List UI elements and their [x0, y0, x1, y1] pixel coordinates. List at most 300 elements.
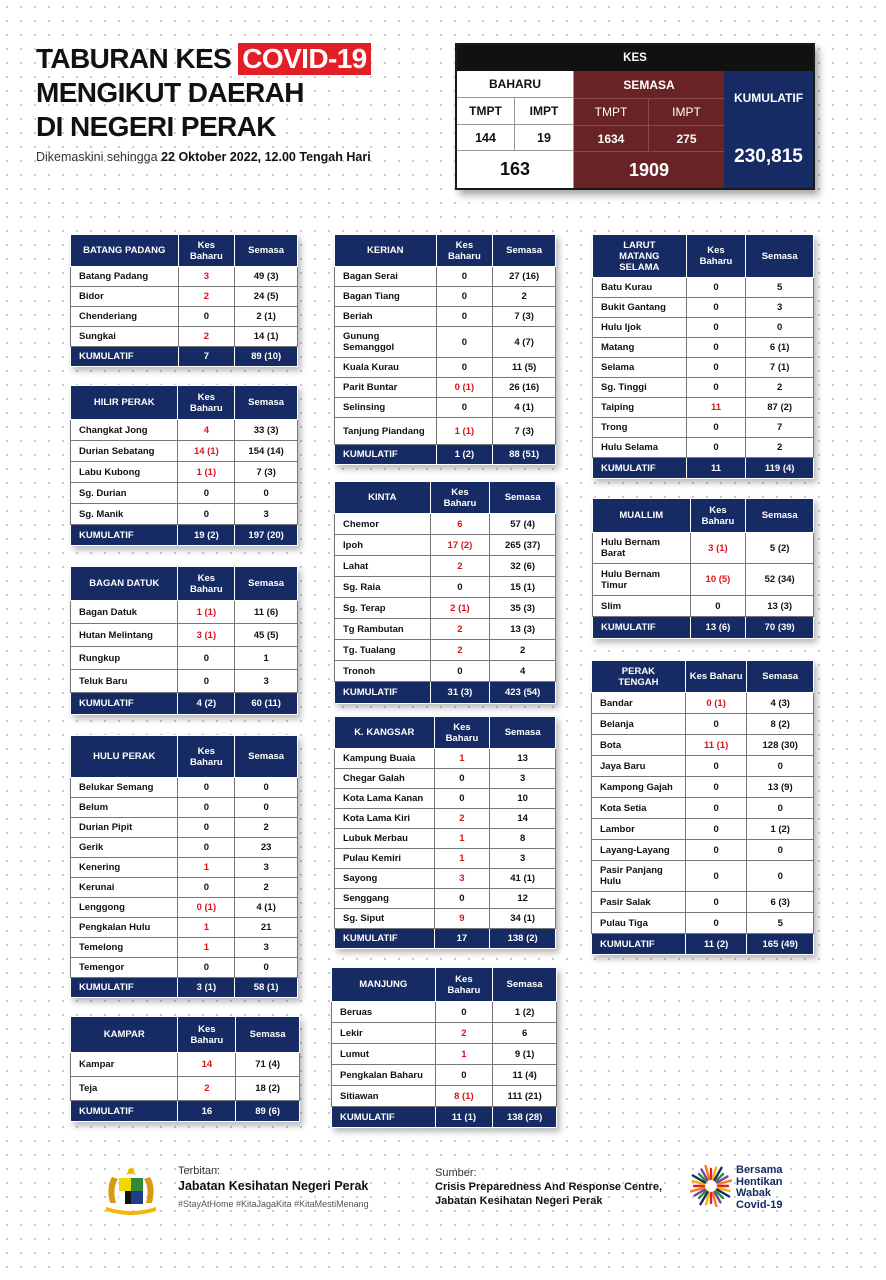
summary-semasa-impt-label: IMPT — [649, 98, 724, 125]
kes-baharu-value: 0 — [178, 958, 235, 978]
semasa-value: 265 (37) — [490, 535, 556, 556]
kes-baharu-value: 0 — [686, 378, 746, 398]
area-name: Hulu Bernam Timur — [593, 564, 691, 596]
semasa-value: 4 (1) — [493, 398, 556, 418]
source-line2: Jabatan Kesihatan Negeri Perak — [435, 1195, 603, 1207]
kumulatif-baharu: 13 (6) — [690, 617, 746, 639]
summary-kes-header: KES — [457, 45, 813, 71]
area-name: Belanja — [592, 714, 686, 735]
kumulatif-row — [335, 682, 556, 704]
area-name: Gunung Semanggol — [335, 327, 437, 358]
semasa-value: 0 — [747, 861, 814, 892]
table-row — [335, 749, 556, 769]
area-name: Beriah — [335, 307, 437, 327]
table-row — [71, 778, 298, 798]
kes-baharu-value: 2 — [430, 640, 490, 661]
semasa-value: 0 — [235, 778, 298, 798]
title-covid-highlight: COVID-19 — [238, 43, 370, 75]
semasa-value: 2 — [235, 818, 298, 838]
kes-baharu-value: 0 — [686, 318, 746, 338]
area-name: Temengor — [71, 958, 178, 978]
semasa-value: 3 — [490, 769, 556, 789]
area-name: Layang-Layang — [592, 840, 686, 861]
kes-baharu-value: 0 — [686, 298, 746, 318]
kumulatif-row — [593, 617, 814, 639]
kumulatif-label: KUMULATIF — [71, 525, 178, 546]
semasa-value: 1 — [235, 647, 298, 670]
kes-baharu-value: 0 — [178, 483, 235, 504]
summary-semasa-header: SEMASA — [574, 71, 724, 98]
table-row — [71, 267, 298, 287]
area-name: Sayong — [335, 869, 435, 889]
semasa-value: 3 — [235, 938, 298, 958]
summary-box — [455, 43, 815, 190]
col-semasa: Semasa — [235, 567, 298, 601]
area-name: Sitiawan — [332, 1086, 436, 1107]
kes-baharu-value: 0 — [178, 878, 235, 898]
district-name: KERIAN — [335, 235, 437, 267]
kumulatif-row — [71, 1101, 300, 1122]
area-name: Lenggong — [71, 898, 178, 918]
table-row — [71, 601, 298, 624]
kes-baharu-value: 1 — [434, 749, 490, 769]
kumulatif-row — [71, 978, 298, 998]
area-name: Ipoh — [335, 535, 431, 556]
district-table-manjung — [331, 967, 557, 1128]
semasa-value: 7 (1) — [746, 358, 814, 378]
table-row — [71, 958, 298, 978]
kes-baharu-value: 0 (1) — [178, 898, 235, 918]
summary-baharu-tmpt-label: TMPT — [457, 98, 515, 125]
area-name: Teluk Baru — [71, 670, 178, 693]
campaign-line1: Bersama — [736, 1164, 783, 1176]
kes-baharu-value: 6 — [430, 514, 490, 535]
area-name: Hulu Selama — [593, 438, 687, 458]
kes-baharu-value: 0 — [178, 670, 235, 693]
semasa-value: 0 — [235, 798, 298, 818]
kumulatif-row — [71, 347, 298, 367]
area-name: Hutan Melintang — [71, 624, 178, 647]
area-name: Jaya Baru — [592, 756, 686, 777]
table-row — [592, 913, 814, 934]
area-name: Tg. Tualang — [335, 640, 431, 661]
semasa-value: 11 (5) — [493, 358, 556, 378]
table-row — [335, 307, 556, 327]
kes-baharu-value: 0 — [178, 818, 235, 838]
semasa-value: 0 — [235, 958, 298, 978]
kes-baharu-value: 1 (1) — [178, 601, 235, 624]
table-row — [71, 798, 298, 818]
table-row — [335, 598, 556, 619]
col-semasa: Semasa — [493, 235, 556, 267]
area-name: Sg. Siput — [335, 909, 435, 929]
district-name: K. KANGSAR — [335, 717, 435, 749]
col-kes-baharu: Kes Baharu — [435, 968, 493, 1002]
kumulatif-row — [335, 929, 556, 949]
col-kes-baharu: Kes Baharu — [178, 736, 235, 778]
table-row — [71, 858, 298, 878]
area-name: Kampong Gajah — [592, 777, 686, 798]
district-table-perak-tengah — [591, 660, 814, 955]
kes-baharu-value: 2 — [430, 619, 490, 640]
col-kes-baharu: Kes Baharu — [178, 567, 235, 601]
district-table-batang-padang — [70, 234, 298, 367]
summary-baharu-impt-label: IMPT — [515, 98, 574, 125]
table-row — [335, 535, 556, 556]
table-row — [71, 504, 298, 525]
semasa-value: 14 (1) — [235, 327, 298, 347]
semasa-value: 6 — [493, 1023, 557, 1044]
kumulatif-semasa: 165 (49) — [747, 934, 814, 955]
publisher-block — [178, 1165, 369, 1209]
semasa-value: 0 — [747, 840, 814, 861]
area-name: Bagan Datuk — [71, 601, 178, 624]
col-kes-baharu: Kes Baharu — [686, 235, 746, 278]
kumulatif-semasa: 58 (1) — [235, 978, 298, 998]
table-row — [335, 769, 556, 789]
kes-baharu-value: 0 — [436, 267, 493, 287]
semasa-value: 52 (34) — [746, 564, 814, 596]
kes-baharu-value: 0 — [685, 756, 747, 777]
kes-baharu-value: 2 — [435, 1023, 493, 1044]
kumulatif-semasa: 197 (20) — [235, 525, 298, 546]
table-row — [71, 441, 298, 462]
table-row — [593, 533, 814, 564]
kes-baharu-value: 0 — [686, 438, 746, 458]
col-kes-baharu: Kes Baharu — [685, 661, 747, 693]
kes-baharu-value: 0 — [685, 798, 747, 819]
summary-semasa-total: 1909 — [574, 151, 724, 188]
district-name: HULU PERAK — [71, 736, 178, 778]
kes-baharu-value: 0 — [685, 861, 747, 892]
semasa-value: 7 (3) — [493, 418, 556, 445]
district-name: KAMPAR — [71, 1017, 178, 1053]
area-name: Temelong — [71, 938, 178, 958]
kumulatif-baharu: 11 — [686, 458, 746, 479]
semasa-value: 4 (3) — [747, 693, 814, 714]
semasa-value: 41 (1) — [490, 869, 556, 889]
col-semasa: Semasa — [746, 499, 814, 533]
kes-baharu-value: 0 — [686, 278, 746, 298]
semasa-value: 3 — [235, 504, 298, 525]
area-name: Lambor — [592, 819, 686, 840]
kumulatif-baharu: 7 — [178, 347, 235, 367]
source-line1: Crisis Preparedness And Response Centre, — [435, 1181, 663, 1193]
kes-baharu-value: 0 — [685, 913, 747, 934]
table-row — [71, 647, 298, 670]
area-name: Sg. Tinggi — [593, 378, 687, 398]
area-name: Durian Pipit — [71, 818, 178, 838]
kes-baharu-value: 0 — [178, 307, 235, 327]
source-block — [435, 1167, 662, 1207]
title-part1: TABURAN KES — [36, 43, 232, 74]
table-row — [592, 819, 814, 840]
semasa-value: 4 (1) — [235, 898, 298, 918]
area-name: Kota Setia — [592, 798, 686, 819]
district-table-bagan-datuk — [70, 566, 298, 715]
semasa-value: 3 — [235, 670, 298, 693]
kes-baharu-value: 10 (5) — [690, 564, 746, 596]
table-row — [593, 278, 814, 298]
semasa-value: 45 (5) — [235, 624, 298, 647]
kes-baharu-value: 0 — [430, 577, 490, 598]
area-name: Senggang — [335, 889, 435, 909]
table-row — [335, 287, 556, 307]
kes-baharu-value: 0 — [690, 596, 746, 617]
kes-baharu-value: 1 — [434, 849, 490, 869]
area-name: Sungkai — [71, 327, 179, 347]
area-name: Belum — [71, 798, 178, 818]
kumulatif-baharu: 11 (2) — [685, 934, 747, 955]
area-name: Kerunai — [71, 878, 178, 898]
area-name: Chenderiang — [71, 307, 179, 327]
kes-baharu-value: 0 — [178, 647, 235, 670]
summary-baharu-header: BAHARU — [457, 71, 574, 98]
kes-baharu-value: 0 — [685, 819, 747, 840]
col-semasa: Semasa — [236, 1017, 300, 1053]
table-row — [592, 777, 814, 798]
kes-baharu-value: 0 — [434, 789, 490, 809]
semasa-value: 2 — [490, 640, 556, 661]
kes-baharu-value: 0 — [685, 714, 747, 735]
semasa-value: 7 — [746, 418, 814, 438]
kes-baharu-value: 0 — [685, 840, 747, 861]
semasa-value: 2 — [746, 438, 814, 458]
publisher-name: Jabatan Kesihatan Negeri Perak — [178, 1179, 369, 1193]
area-name: Pengkalan Hulu — [71, 918, 178, 938]
kumulatif-baharu: 11 (1) — [435, 1107, 493, 1128]
table-row — [71, 307, 298, 327]
area-name: Batang Padang — [71, 267, 179, 287]
district-table-kinta — [334, 481, 556, 704]
semasa-value: 12 — [490, 889, 556, 909]
col-kes-baharu: Kes Baharu — [178, 1017, 236, 1053]
semasa-value: 4 (7) — [493, 327, 556, 358]
table-row — [593, 438, 814, 458]
kes-baharu-value: 2 — [178, 327, 235, 347]
col-semasa: Semasa — [235, 235, 298, 267]
table-row — [592, 861, 814, 892]
semasa-value: 7 (3) — [493, 307, 556, 327]
updated-date: 22 Oktober 2022, 12.00 Tengah Hari — [161, 150, 371, 164]
area-name: Lekir — [332, 1023, 436, 1044]
kes-baharu-value: 3 (1) — [178, 624, 235, 647]
kumulatif-row — [593, 458, 814, 479]
kes-baharu-value: 0 — [436, 327, 493, 358]
table-row — [71, 898, 298, 918]
area-name: Gerik — [71, 838, 178, 858]
semasa-value: 10 — [490, 789, 556, 809]
kumulatif-semasa: 423 (54) — [490, 682, 556, 704]
footer — [0, 1155, 886, 1225]
table-row — [71, 1077, 300, 1101]
kes-baharu-value: 0 — [685, 892, 747, 913]
kumulatif-baharu: 1 (2) — [436, 445, 493, 465]
table-row — [335, 577, 556, 598]
semasa-value: 87 (2) — [746, 398, 814, 418]
table-row — [335, 619, 556, 640]
updated-prefix: Dikemaskini sehingga — [36, 150, 158, 164]
kes-baharu-value: 1 — [435, 1044, 493, 1065]
summary-baharu-tmpt-value: 144 — [457, 125, 515, 151]
page-title — [36, 42, 436, 76]
table-row — [335, 398, 556, 418]
semasa-value: 33 (3) — [235, 420, 298, 441]
semasa-value: 71 (4) — [236, 1053, 300, 1077]
area-name: Pulau Kemiri — [335, 849, 435, 869]
district-table-kampar — [70, 1016, 300, 1122]
kes-baharu-value: 0 — [436, 398, 493, 418]
kes-baharu-value: 0 — [434, 769, 490, 789]
district-table-hilir-perak — [70, 385, 298, 546]
table-row — [335, 661, 556, 682]
area-name: Sg. Durian — [71, 483, 178, 504]
table-row — [592, 756, 814, 777]
campaign-burst-icon — [690, 1165, 732, 1207]
area-name: Chemor — [335, 514, 431, 535]
campaign-line3: Wabak — [736, 1187, 772, 1199]
kes-baharu-value: 0 — [686, 338, 746, 358]
table-row — [71, 462, 298, 483]
kumulatif-label: KUMULATIF — [332, 1107, 436, 1128]
area-name: Tg Rambutan — [335, 619, 431, 640]
area-name: Hulu Bernam Barat — [593, 533, 691, 564]
semasa-value: 11 (4) — [493, 1065, 557, 1086]
kumulatif-label: KUMULATIF — [335, 682, 431, 704]
col-semasa: Semasa — [746, 235, 814, 278]
campaign-text — [736, 1165, 782, 1211]
area-name: Kampar — [71, 1053, 178, 1077]
campaign-logo — [690, 1161, 800, 1221]
table-row — [71, 624, 298, 647]
table-row — [592, 693, 814, 714]
area-name: Slim — [593, 596, 691, 617]
area-name: Labu Kubong — [71, 462, 178, 483]
kes-baharu-value: 0 (1) — [685, 693, 747, 714]
semasa-value: 1 (2) — [747, 819, 814, 840]
kes-baharu-value: 11 (1) — [685, 735, 747, 756]
hashtags: #StayAtHome #KitaJagaKita #KitaMestiMenang — [178, 1199, 369, 1209]
semasa-value: 3 — [490, 849, 556, 869]
kes-baharu-value: 8 (1) — [435, 1086, 493, 1107]
kumulatif-label: KUMULATIF — [593, 458, 687, 479]
page-title-block — [36, 42, 436, 164]
table-row — [592, 735, 814, 756]
district-name: HILIR PERAK — [71, 386, 178, 420]
area-name: Chegar Galah — [335, 769, 435, 789]
semasa-value: 2 — [493, 287, 556, 307]
kumulatif-semasa: 119 (4) — [746, 458, 814, 479]
kes-baharu-value: 3 — [434, 869, 490, 889]
col-kes-baharu: Kes Baharu — [434, 717, 490, 749]
table-row — [71, 287, 298, 307]
area-name: Kota Lama Kiri — [335, 809, 435, 829]
table-row — [71, 670, 298, 693]
kumulatif-label: KUMULATIF — [335, 445, 437, 465]
area-name: Trong — [593, 418, 687, 438]
semasa-value: 35 (3) — [490, 598, 556, 619]
terbitan-label: Terbitan: — [178, 1165, 221, 1177]
kes-baharu-value: 2 — [434, 809, 490, 829]
malaysia-crest-icon — [98, 1163, 164, 1219]
kes-baharu-value: 11 — [686, 398, 746, 418]
kumulatif-label: KUMULATIF — [592, 934, 686, 955]
semasa-value: 13 (3) — [746, 596, 814, 617]
area-name: Beruas — [332, 1002, 436, 1023]
kes-baharu-value: 2 — [178, 1077, 236, 1101]
table-row — [592, 714, 814, 735]
kes-baharu-value: 9 — [434, 909, 490, 929]
area-name: Sg. Raia — [335, 577, 431, 598]
summary-semasa-impt-value: 275 — [649, 125, 724, 151]
kes-baharu-value: 0 — [436, 287, 493, 307]
area-name: Kampung Buaia — [335, 749, 435, 769]
table-row — [335, 267, 556, 287]
area-name: Sg. Manik — [71, 504, 178, 525]
district-name: KINTA — [335, 482, 431, 514]
table-row — [335, 849, 556, 869]
area-name: Bukit Gantang — [593, 298, 687, 318]
district-name: PERAK TENGAH — [592, 661, 686, 693]
semasa-value: 2 (1) — [235, 307, 298, 327]
area-name: Bidor — [71, 287, 179, 307]
table-row — [335, 889, 556, 909]
semasa-value: 3 — [746, 298, 814, 318]
campaign-line2: Hentikan — [736, 1175, 783, 1188]
semasa-value: 9 (1) — [493, 1044, 557, 1065]
table-row — [71, 918, 298, 938]
district-table-muallim — [592, 498, 814, 639]
table-row — [593, 398, 814, 418]
area-name: Pasir Panjang Hulu — [592, 861, 686, 892]
kes-baharu-value: 0 — [178, 778, 235, 798]
kumulatif-baharu: 4 (2) — [178, 693, 235, 715]
area-name: Bagan Tiang — [335, 287, 437, 307]
area-name: Lumut — [332, 1044, 436, 1065]
kes-baharu-value: 1 (1) — [436, 418, 493, 445]
semasa-value: 0 — [235, 483, 298, 504]
area-name: Lubuk Merbau — [335, 829, 435, 849]
col-kes-baharu: Kes Baharu — [436, 235, 493, 267]
table-row — [335, 640, 556, 661]
kumulatif-row — [71, 693, 298, 715]
kumulatif-label: KUMULATIF — [335, 929, 435, 949]
district-table-kuala-kangsar — [334, 716, 556, 949]
col-semasa: Semasa — [490, 482, 556, 514]
table-row — [593, 564, 814, 596]
table-row — [593, 418, 814, 438]
district-name: MUALLIM — [593, 499, 691, 533]
col-kes-baharu: Kes Baharu — [430, 482, 490, 514]
kumulatif-label: KUMULATIF — [71, 693, 178, 715]
col-semasa: Semasa — [747, 661, 814, 693]
kes-baharu-value: 0 — [686, 358, 746, 378]
kes-baharu-value: 1 — [178, 938, 235, 958]
kes-baharu-value: 0 — [430, 661, 490, 682]
area-name: Pengkalan Baharu — [332, 1065, 436, 1086]
area-name: Kuala Kurau — [335, 358, 437, 378]
campaign-line4: Covid-19 — [736, 1198, 783, 1211]
kumulatif-label: KUMULATIF — [593, 617, 691, 639]
table-row — [71, 1053, 300, 1077]
summary-baharu-total: 163 — [457, 151, 574, 188]
area-name: Batu Kurau — [593, 278, 687, 298]
semasa-value: 32 (6) — [490, 556, 556, 577]
kumulatif-semasa: 138 (28) — [493, 1107, 557, 1128]
area-name: Belukar Semang — [71, 778, 178, 798]
sumber-label: Sumber: — [435, 1167, 477, 1179]
district-name: BATANG PADANG — [71, 235, 179, 267]
